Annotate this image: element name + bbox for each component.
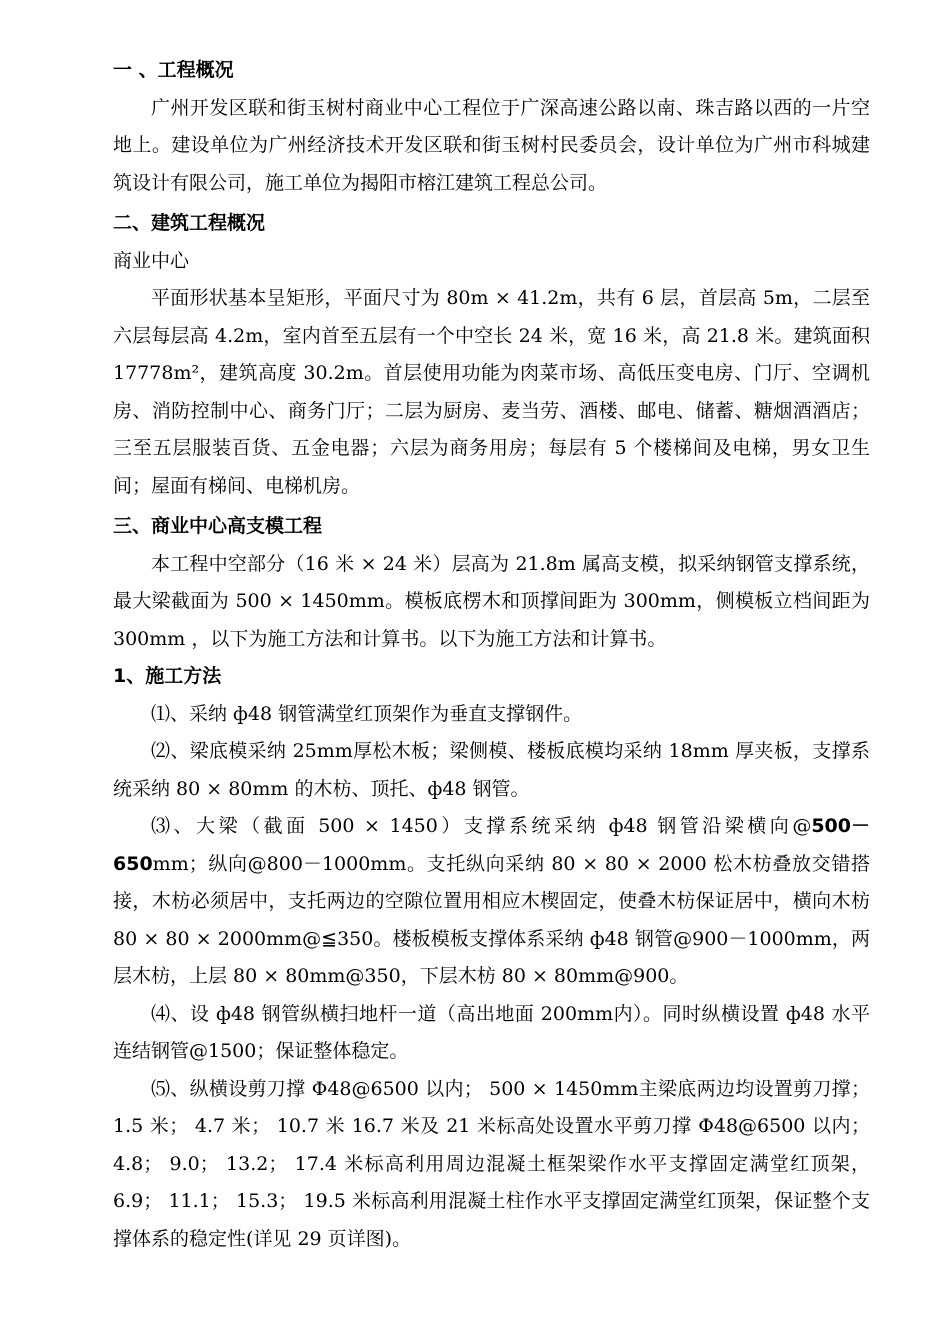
method-item-5: ⑸、纵横设剪刀撑 Φ48@6500 以内； 500 × 1450mm主梁底两边均设置剪刀撑；1.5 米； 4.7 米； 10.7 米 16.7 米及 21 米标高处设置水平剪刀撑 Φ48@6500 以内； 4.8； 9.0； 13.2； 17.4 米标高利用周边混凝土框架梁作水平支撑固定满堂红顶架，6.9； 11.1； 15.3； 19.5 米标高利用混凝土柱作水平支撑固定满堂红顶架，保证整个支撑体系的稳定性(详见 29 页详图)。 (113, 1077, 870, 1250)
section-3-paragraph: 本工程中空部分（16 米 × 24 米）层高为 21.8m 属高支模，拟采纳钢管支撑系统，最大梁截面为 500 × 1450mm。模板底楞木和顶撑间距为 300mm，侧模板立档间距为 300mm ，以下为施工方法和计算书。以下为施工方法和计算书。 (113, 552, 870, 650)
method-item-3-pre: ⑶、大梁（截面 500 × 1450）支撑系统采纳 ф48 钢管沿梁横向@ (151, 815, 812, 837)
section-1-paragraph: 广州开发区联和街玉树村商业中心工程位于广深高速公路以南、珠吉路以西的一片空地上。建设单位为广州经济技术开发区联和街玉树村民委员会，设计单位为广州市科城建筑设计有限公司，施工单位为揭阳市榕江建筑工程总公司。 (113, 96, 870, 194)
section-2-heading: 二、建筑工程概况 (113, 212, 266, 234)
method-item-3-bold: 500－650 (113, 815, 870, 875)
method-heading: 1、施工方法 (113, 665, 222, 687)
method-item-2: ⑵、梁底模采纳 25mm厚松木板；梁侧模、楼板底模均采纳 18mm 厚夹板，支撑系统采纳 80 × 80mm 的木枋、顶托、ф48 钢管。 (113, 740, 870, 800)
method-item-3 (113, 808, 870, 996)
section-3-heading: 三、商业中心高支模工程 (113, 515, 323, 537)
method-item-4: ⑷、设 ф48 钢管纵横扫地杆一道（高出地面 200mm内）。同时纵横设置 ф48 水平连结钢管@1500；保证整体稳定。 (113, 1002, 870, 1062)
method-item-1: ⑴、采纳 ф48 钢管满堂红顶架作为垂直支撑钢件。 (151, 702, 583, 725)
section-2-paragraph: 平面形状基本呈矩形，平面尺寸为 80m × 41.2m，共有 6 层，首层高 5m，二层至六层每层高 4.2m，室内首至五层有一个中空长 24 米，宽 16 米，高 21.8 米。建筑面积 17778m²，建筑高度 30.2m。首层使用功能为肉菜市场、高低压变电房、门厅、空调机房、消防控制中心、商务门厅；二层为厨房、麦当劳、酒楼、邮电、储蓄、糖烟酒酒店；三至五层服装百货、五金电器；六层为商务用房；每层有 5 个楼梯间及电梯，男女卫生间；屋面有梯间、电梯机房。 (113, 287, 870, 497)
section-1-heading: 一 、工程概况 (113, 59, 234, 81)
method-item-3-post: mm；纵向@800－1000mm。支托纵向采纳 80 × 80 × 2000 松木枋叠放交错搭接，木枋必须居中，支托两边的空隙位置用相应木楔固定，使叠木枋保证居中，横向木枋 80 × 80 × 2000mm@≦350。楼板模板支撑体系采纳 ф48 钢管@900－1000mm，两层木枋，上层 80 × 80mm@350，下层木枋 80 × 80mm@900。 (113, 852, 870, 987)
section-2-subheading: 商业中心 (113, 249, 190, 272)
